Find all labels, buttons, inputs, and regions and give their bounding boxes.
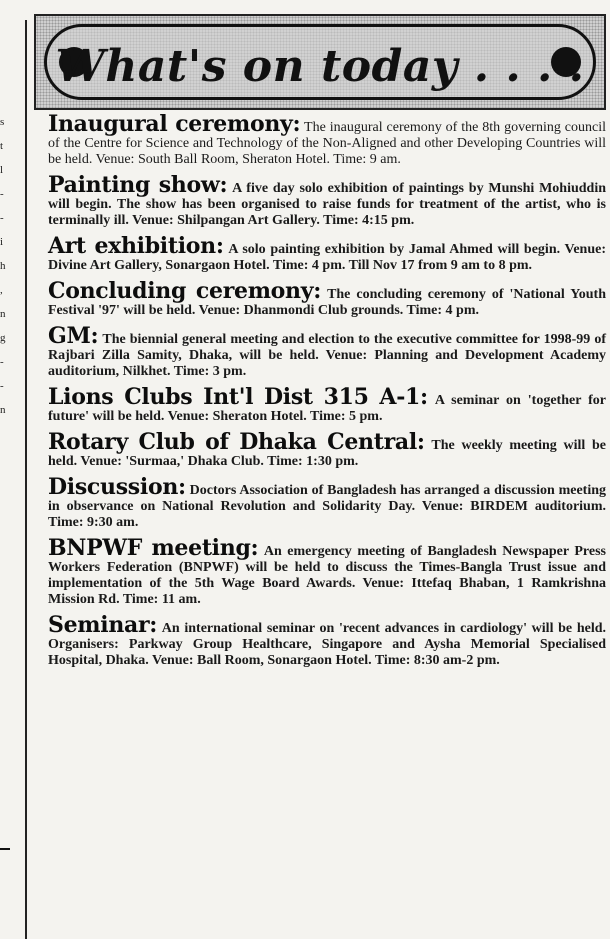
event-body: An emergency meeting of Bangladesh Newspaper Press Workers Federation (BNPWF) will be held to discuss the Times-Bangla Trust issue and implementation of the 5th Wage Board Awards. Venue: Ittefaq Bhaban, 1 Ramkrishna Mission Rd. Time: 11 am. bbox=[48, 544, 606, 607]
event-body: A seminar on 'together for future' will be held. Venue: Sheraton Hotel. Time: 5 pm. bbox=[48, 393, 606, 424]
event-body: The weekly meeting will be held. Venue: 'Surmaa,' Dhaka Club. Time: 1:30 pm. bbox=[48, 438, 607, 469]
margin-fragment: - bbox=[0, 212, 4, 224]
banner-title: What's on today . . . . bbox=[55, 41, 585, 92]
margin-fragment: n bbox=[0, 308, 6, 320]
margin-fragment: t bbox=[0, 140, 4, 152]
event-list bbox=[34, 110, 606, 669]
event-body: The concluding ceremony of 'National Youth Festival '97' will be held. Venue: Dhanmondi Club grounds. Time: 4 pm. bbox=[48, 287, 606, 318]
event-heading: GM: bbox=[48, 323, 99, 349]
margin-fragment: l bbox=[0, 164, 4, 176]
column-end-mark bbox=[0, 848, 10, 850]
event-heading: Discussion: bbox=[48, 474, 186, 500]
event-entry bbox=[48, 111, 606, 168]
margin-fragment: i bbox=[0, 236, 4, 248]
margin-fragment: h bbox=[0, 260, 6, 272]
event-entry bbox=[48, 474, 607, 531]
event-entry bbox=[48, 278, 606, 319]
margin-fragment: n bbox=[0, 404, 6, 416]
event-heading: Inaugural ceremony: bbox=[48, 111, 301, 137]
event-heading: Rotary Club of Dhaka Central: bbox=[48, 429, 425, 455]
margin-fragment: g bbox=[0, 332, 6, 344]
event-body: The biennial general meeting and election to the executive committee for 1998-99 of Rajbari Zilla Samity, Dhaka, will be held. Venue: Planning and Development Academy auditorium, Nilkhet. Time: 3 pm. bbox=[48, 332, 606, 379]
banner bbox=[34, 14, 606, 110]
banner-pill bbox=[44, 24, 596, 100]
event-heading: BNPWF meeting: bbox=[48, 535, 259, 561]
adjacent-column-fragments bbox=[0, 110, 16, 422]
event-heading: Painting show: bbox=[48, 172, 228, 198]
event-entry bbox=[48, 429, 607, 470]
event-heading: Art exhibition: bbox=[48, 233, 224, 259]
event-entry bbox=[48, 233, 607, 274]
event-body: A solo painting exhibition by Jamal Ahmed will begin. Venue: Divine Art Gallery, Sonargaon Hotel. Time: 4 pm. Till Nov 17 from 9 am to 8 pm. bbox=[48, 242, 607, 273]
column-rule bbox=[25, 20, 27, 939]
event-entry bbox=[48, 384, 606, 425]
event-entry bbox=[48, 172, 607, 229]
margin-fragment: - bbox=[0, 188, 4, 200]
event-body: A five day solo exhibition of paintings by Munshi Mohiuddin will begin. The show has been organised to raise funds for treatment of the artist, who is terminally ill. Venue: Shilpangan Art Gallery. Time: 4:15 pm. bbox=[48, 181, 607, 228]
margin-fragment: s bbox=[0, 116, 5, 128]
event-entry bbox=[48, 612, 607, 669]
event-heading: Concluding ceremony: bbox=[48, 278, 322, 304]
event-heading: Lions Clubs Int'l Dist 315 A-1: bbox=[48, 384, 428, 410]
event-body: The inaugural ceremony of the 8th governing council of the Centre for Science and Technology of the Non-Aligned and other Developing Countries will be held. Venue: South Ball Room, Sheraton Hotel. Time: 9 am. bbox=[48, 120, 606, 167]
margin-fragment: - bbox=[0, 356, 4, 368]
whats-on-column bbox=[34, 14, 606, 939]
margin-fragment: - bbox=[0, 380, 4, 392]
event-body: Doctors Association of Bangladesh has arranged a discussion meeting in observance on National Revolution and Solidarity Day. Venue: BIRDEM auditorium. Time: 9:30 am. bbox=[48, 483, 607, 530]
event-entry bbox=[48, 535, 606, 608]
margin-fragment: , bbox=[0, 284, 3, 296]
event-entry bbox=[48, 323, 606, 380]
event-body: An international seminar on 'recent advances in cardiology' will be held. Organisers: Parkway Group Healthcare, Singapore and Aysha Memorial Specialised Hospital, Dhaka. Venue: Ball Room, Sonargaon Hotel. Time: 8:30 am-2 pm. bbox=[48, 621, 607, 668]
event-heading: Seminar: bbox=[48, 612, 158, 638]
